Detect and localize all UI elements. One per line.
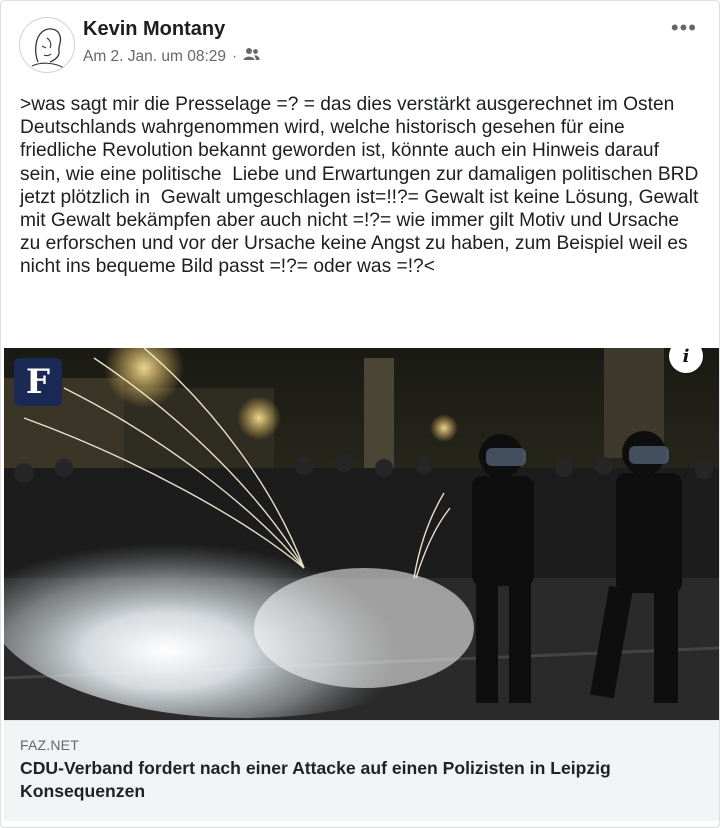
link-preview-image[interactable] <box>4 348 719 720</box>
link-preview[interactable] <box>4 720 719 821</box>
avatar-sketch-icon <box>20 18 74 72</box>
friends-icon[interactable] <box>243 47 260 66</box>
post-timestamp[interactable]: Am 2. Jan. um 08:29 <box>83 47 227 65</box>
author-name[interactable]: Kevin Montany <box>83 18 226 40</box>
meta-separator: · <box>232 47 238 65</box>
author-avatar[interactable] <box>19 17 75 73</box>
more-options-icon[interactable]: ••• <box>670 15 697 40</box>
link-domain: FAZ.NET <box>20 737 79 753</box>
link-title[interactable]: CDU-Verband fordert nach einer Attacke auf einen Polizisten in Leipzig Konsequenzen <box>20 758 611 801</box>
post-text: >was sagt mir die Presselage =? = das dies verstärkt ausgerechnet im Osten Deutschlands wahrgenommen wird, welche historisch gesehen für eine friedliche Revolution bekannt geworden ist, könnte auch ein Hinweis darauf sein, wie eine politische Liebe und Erwartungen zur damaligen politischen BRD jetzt plötzlich in Gewalt umgeschlagen ist=!!?= Gewalt ist keine Lösung, Gewalt mit Gewalt bekämpfen aber auch nicht =!?= wie immer gilt Motiv und Ursache zu erforschen und vor der Ursache keine Angst zu haben, zum Beispiel weil es nicht ins bequeme Bild passt =!?= oder was =!?< <box>20 94 704 278</box>
post-header <box>19 17 703 73</box>
faz-logo: F <box>14 358 62 406</box>
info-icon[interactable]: i <box>669 348 703 373</box>
riot-photo <box>4 348 719 720</box>
post-meta <box>83 47 260 66</box>
